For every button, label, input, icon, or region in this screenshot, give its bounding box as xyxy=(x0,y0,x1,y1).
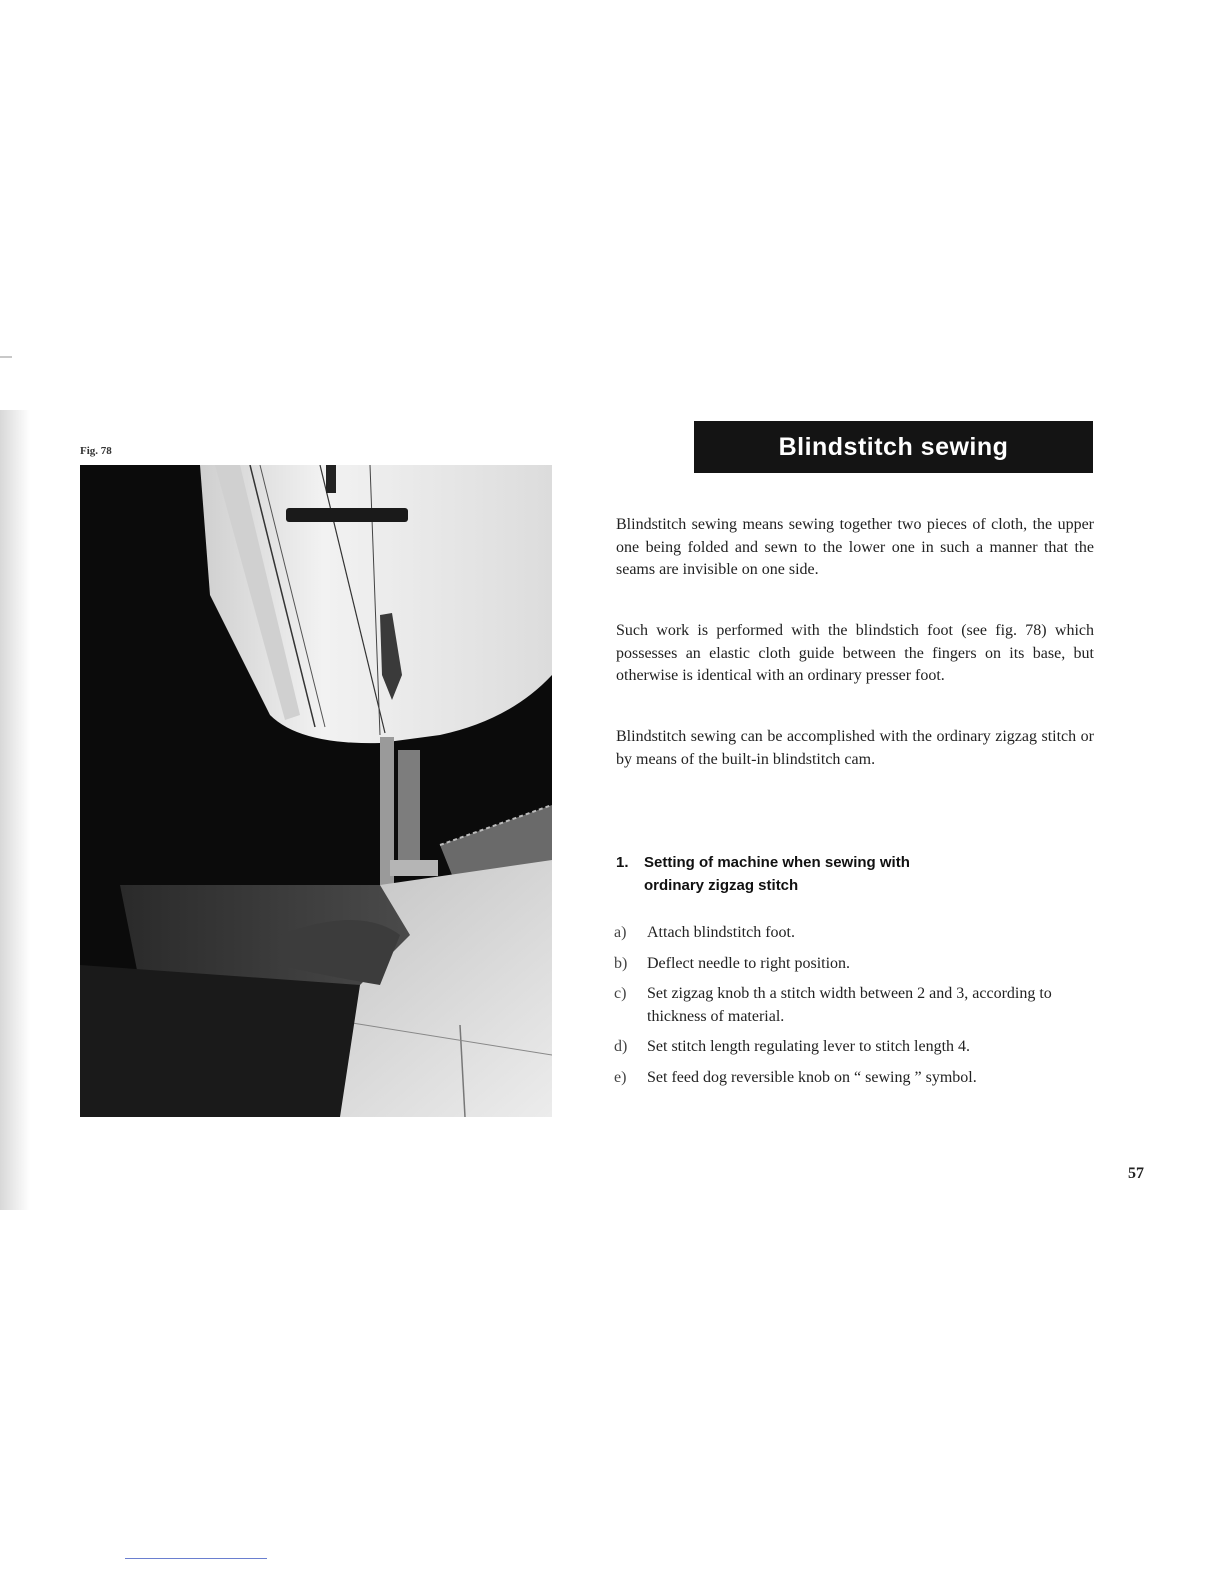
foot-description-paragraph: Such work is performed with the blindstich foot (see fig. 78) which possesses an elastic cloth guide between the fingers on its base, but otherwise is identical with an ordinary presser foot. xyxy=(616,622,1094,684)
list-item xyxy=(614,922,1104,945)
section-heading-line: Setting of machine when sewing with xyxy=(644,854,910,871)
figure-label: Fig. 78 xyxy=(80,445,112,457)
step-letter: e) xyxy=(614,1068,627,1086)
section-heading-text xyxy=(644,851,910,897)
methods-paragraph: Blindstitch sewing can be accomplished with the ordinary zigzag stitch or by means of the built-in blindstitch cam. xyxy=(616,728,1094,768)
list-item xyxy=(614,953,1104,976)
list-item xyxy=(614,983,1104,1028)
intro-paragraph: Blindstitch sewing means sewing together two pieces of cloth, the upper one being folded and sewn to the lower one in such a manner that the seams are invisible on one side. xyxy=(616,516,1094,578)
sewing-machine-photo xyxy=(80,465,552,1117)
step-letter: d) xyxy=(614,1038,628,1055)
section-heading-line: ordinary zigzag stitch xyxy=(644,877,799,894)
step-letter: a) xyxy=(614,924,627,941)
step-text: Deflect needle to right position. xyxy=(647,954,851,972)
section-title-bar xyxy=(694,421,1093,473)
step-letter: b) xyxy=(614,954,628,972)
steps-list xyxy=(614,922,1104,1097)
page-edge-mark xyxy=(0,356,12,358)
page-title: Blindstitch sewing xyxy=(778,432,1009,461)
section-heading xyxy=(616,851,1036,897)
step-text: Set stitch length regulating lever to stitch length 4. xyxy=(647,1038,971,1055)
step-text: Attach blindstitch foot. xyxy=(647,924,795,941)
section-number: 1. xyxy=(616,854,629,871)
list-item xyxy=(614,1067,1104,1090)
step-text: Set zigzag knob th a stitch width between 2 and 3, according to thickness of material. xyxy=(647,985,1052,1025)
step-text: Set feed dog reversible knob on “ sewing ” symbol. xyxy=(647,1068,977,1086)
footer-divider xyxy=(125,1558,267,1559)
page-edge-shadow xyxy=(0,410,30,1210)
page-number: 57 xyxy=(1128,1165,1144,1182)
step-letter: c) xyxy=(614,985,627,1002)
list-item xyxy=(614,1036,1104,1059)
